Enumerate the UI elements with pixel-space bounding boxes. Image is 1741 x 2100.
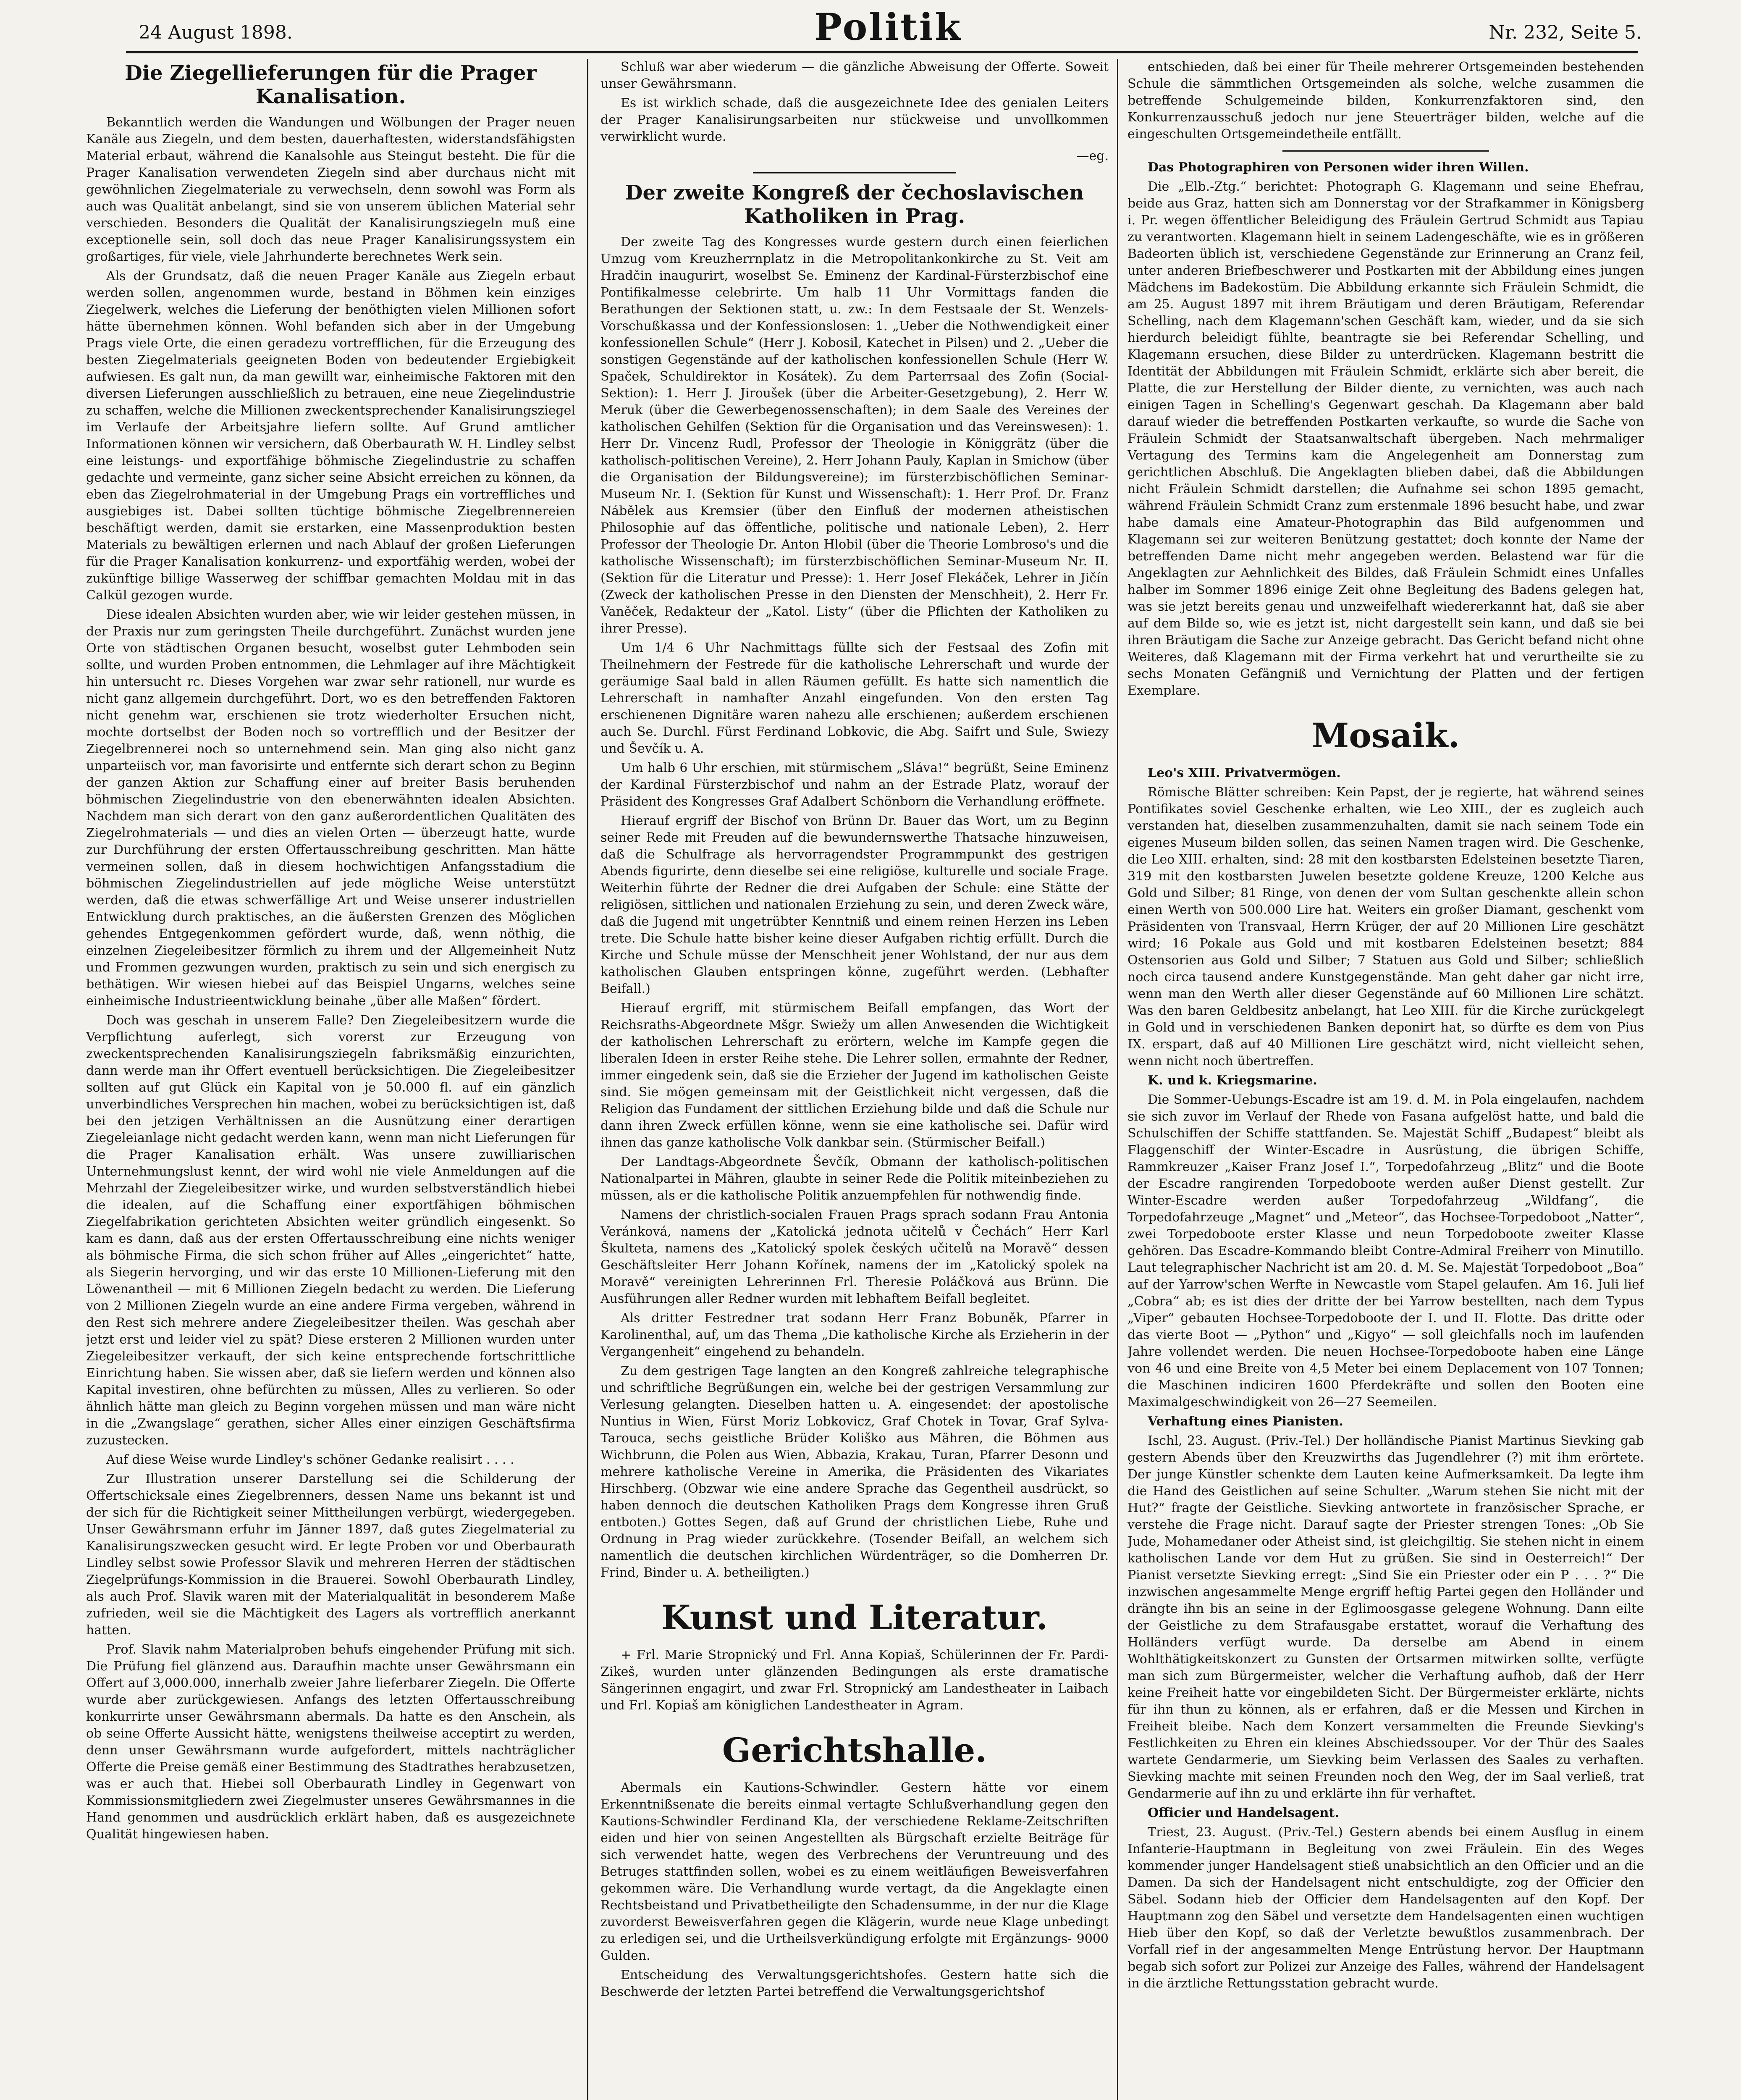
paragraph: Als dritter Festredner trat sodann Herr Franz Bobuněk, Pfarrer in Karolinenthal, auf, um das Thema „Die katholische Kirche als Erzieherin in der Vergangenheit“ eingehend zu behandeln. — [600, 1311, 1109, 1359]
paragraph: Römische Blätter schreiben: Kein Papst, der je regierte, hat während seines Pontifikates soviel Geschenke erhalten, wie Leo XIII., der es zugleich auch verstanden hat, dieselben zusammenzuhalten, damit sie nach seinem Tode ein eigenes Museum bilden sollen, das seinen Namen tragen wird. Die Geschenke, die Leo XIII. erhalten, sind: 28 mit den kostbarsten Edelsteinen besetzte Tiaren, 319 mit den kostbarsten Juwelen besetzte goldene Kreuze, 1200 Kelche aus Gold und Silber; 81 Ringe, von denen der vom Sultan geschenkte allein schon einen Werth von 500.000 Lire hat. Weiters ein großer Diamant, geschenkt vom Präsidenten von Transvaal, Herrn Krüger, der auf 20 Millionen Lire geschätzt wird; 16 Pokale aus Gold und mit kostbaren Edelsteinen besetzt; 884 Ostensorien aus Gold und Silber; 7 Statuen aus Gold und Silber; schließlich noch circa tausend andere Kunstgegenstände. Man geht daher gar nicht irre, wenn man den Werth aller dieser Gegenstände auf 60 Millionen Lire schätzt. Was den baren Geldbesitz anbelangt, hat Leo XIII. für die Kirche zurückgelegt in Gold und in verschiedenen Banken deponirt hat, so dürfte es dem von Pius IX. erspart, daß auf 40 Millionen Lire geschätzt wird, nicht vielleicht sehen, wenn nicht noch übertreffen. — [1127, 785, 1644, 1068]
paragraph: Bekanntlich werden die Wandungen und Wölbungen der Prager neuen Kanäle aus Ziegeln, und dem besten, dauerhaftesten, widerstandsfähigsten Material erbaut, während die Kanalsohle aus Steingut besteht. Die für die Prager Kanalisation verwendeten Ziegeln sind aber durchaus nicht mit gewöhnlichen Ziegelmateriale zu verwechseln, denn sowohl was Form als auch was Qualität anbelangt, sind sie von unserem üblichen Material sehr verschieden. Besonders die Qualität der Kanalisirungsziegeln muß eine exceptionelle sein, soll doch das neue Prager Kanalisirungssystem ein großartiges, für viele, viele Jahrhunderte berechnetes Werk sein. — [86, 115, 575, 264]
paragraph: Triest, 23. August. (Priv.-Tel.) Gestern abends bei einem Ausflug in einem Infanterie-Hauptmann in Begleitung von zwei Fräulein. Ein des Weges kommender junger Handelsagent stieß unabsichtlich an den Officier und an die Damen. Da sich der Handelsagent nicht entschuldigte, zog der Officier den Säbel. Sodann hieb der Officier dem Handelsagenten auf den Kopf. Der Hauptmann zog den Säbel und versetzte dem Handelsagenten einen wuchtigen Hieb über den Kopf, so daß der Verletzte bewußtlos zusammenbrach. Der Vorfall rief in der angesammelten Menge Entrüstung hervor. Der Hauptmann begab sich sofort zur Polizei zur Anzeige des Falles, während der Handelsagent in die ärztliche Rettungsstation gebracht wurde. — [1127, 1825, 1644, 1991]
paragraph-heading: K. und k. Kriegsmarine. — [1148, 1073, 1317, 1088]
paragraph: Prof. Slavik nahm Materialproben behufs eingehender Prüfung mit sich. Die Prüfung fiel glänzend aus. Daraufhin machte unser Gewährsmann ein Offert auf 3,000.000, innerhalb zweier Jahre lieferbarer Ziegeln. Die Offerte wurde aber zurückgewiesen. Anfangs des letzten Offertausschreibung konkurrirte unser Gewährsmann abermals. Da hatte es den Anschein, als ob seine Offerte Aussicht hätte, wenigstens theilweise acceptirt zu werden, denn unser Gewährsmann wurde aufgefordert, mittels nachträglicher Offerte die Preise gemäß einer Bestimmung des Stadtrathes herabzusetzen, was er auch that. Hiebei soll Oberbaurath Lindley in Gegenwart von Kommissionsmitgliedern zwei Ziegelmuster unseres Gewährsmannes in die Hand genommen und ausdrücklich erklärt haben, daß es ausgezeichnete Qualität hingewiesen haben. — [86, 1642, 575, 1842]
section-separator — [753, 172, 956, 173]
paragraph: Schluß war aber wiederum — die gänzliche Abweisung der Offerte. Soweit unser Gewährsmann. — [600, 60, 1109, 91]
section-separator — [1282, 150, 1489, 152]
paragraph: Auf diese Weise wurde Lindley's schöner Gedanke realisirt . . . . — [106, 1452, 514, 1467]
column-divider — [1117, 59, 1118, 2100]
paragraph-heading: Officier und Handelsagent. — [1148, 1806, 1339, 1820]
paragraph-heading: Leo's XIII. Privatvermögen. — [1148, 766, 1341, 780]
issue-number: Nr. 232, Seite 5. — [1489, 22, 1642, 43]
author-signature: —eg. — [1076, 149, 1109, 163]
paragraph-heading: Das Photographiren von Personen wider ihren Willen. — [1148, 160, 1529, 175]
paragraph: Namens der christlich-socialen Frauen Prags sprach sodann Frau Antonia Veránková, namens der „Katolická jednota učitelů v Čechách“ Herr Karl Škulteta, namens des „Katolický spolek českých učitelů na Moravě“ dessen Geschäftsleiter Herr Johann Kořínek, namens der im „Katolický spolek na Moravě“ vereinigten Lehrerinnen Frl. Theresie Poláčková aus Brünn. Die Ausführungen aller Redner wurden mit lebhaftem Beifall begleitet. — [600, 1208, 1109, 1306]
paragraph: Ischl, 23. August. (Priv.-Tel.) Der holländische Pianist Martinus Sievking gab gestern Abends über den Kreuzwirths das Jugendlehrer (?) mit ihm erörtete. Der junge Künstler schenkte dem Lauten keine Aufmerksamkeit. Da legte ihm die Hand des Geistlichen auf seine Schulter. „Warum stehen Sie nicht mit der Hut?“ fragte der Geistliche. Sievking antwortete in französischer Sprache, er verstehe die Frage nicht. Darauf sagte der Priester strengen Tones: „Ob Sie Jude, Mohamedaner oder Atheist sind, ist gleichgiltig. Sie stehen nicht in einem katholischen Lande vor dem Hut zu grüßen. Sie sind in Oesterreich!“ Der Pianist versetzte Sievking erregt: „Sind Sie ein Priester oder ein P . . . ?“ Die inzwischen angesammelte Menge ergriff heftig Partei gegen den Holländer und drängte ihn bis an seine in der Eglimoosgasse gelegene Wohnung. Dann eilte der Geistliche zu dem Strafausgabe erstattet, worauf die Verhaftung des Holländers verfügt wurde. Da derselbe am Abend in einem Wohlthätigkeitskonzert zu Gunsten der Ortsarmen mitwirken sollte, verfügte man sich zum Bürgermeister, welcher die Verhaftung aufhob, daß der Herr keine Freiheit hatte vor eingebildeten Sicht. Der Bürgermeister erklärte, nichts für ihn thun zu können, als er erfahren, daß er die Messen und Kirchen in Freiheit bleibe. Nach dem Konzert versammelten die Freunde Sievking's Festlichkeiten zu Ehren ein kleines Abschiedssouper. Vor der Thür des Saales wartete Gendarmerie, um Sievking beim Verlassen des Saales zu verhaften. Sievking machte mit seinen Freunden noch den Weg, der im Saal verließ, trat Gendarmerie auf ihn zu und erklärte ihn für verhaftet. — [1127, 1433, 1644, 1801]
paragraph: entschieden, daß bei einer für Theile mehrerer Ortsgemeinden bestehenden Schule die sämmtlichen Ortsgemeinden als solche, welche zusammen die betreffende Schulgemeinde bilden, Konkurrenzfaktoren sind, den Konkurrenzausschuß jedoch nur jene Steuerträger bilden, welche auf die eingeschulten Ortsgemeindetheile entfällt. — [1127, 60, 1644, 142]
column-divider — [587, 59, 588, 2100]
paragraph: Der zweite Tag des Kongresses wurde gestern durch einen feierlichen Umzug vom Kreuzherrnplatz in die Metropolitankonkirche zu St. Veit am Hradčin inaugurirt, woselbst Se. Eminenz der Kardinal-Fürsterzbischof eine Pontifikalmesse celebrirte. Um halb 11 Uhr Vormittags fanden die Berathungen der Sektionen statt, u. zw.: In dem Festsaale der St. Wenzels-Vorschußkassa und der Konfessionslosen: 1. „Ueber die Nothwendigkeit einer konfessionellen Schule“ (Herr J. Kobosil, Katechet in Pilsen) und 2. „Ueber die sonstigen Gegenstände auf der katholischen konfessionellen Schule (Herr W. Spaček, Schuldirektor in Kosátek). Zu dem Parterrsaal des Zofin (Social-Sektion): 1. Herr J. Jiroušek (über die Arbeiter-Gesetzgebung), 2. Herr W. Meruk (über die Gewerbegenossenschaften); in dem Saale des Vereines der katholischen Gehilfen (Sektion für die Organisation und das Vereinswesen): 1. Herr Dr. Vincenz Rudl, Professor der Theologie in Königgrätz (über die katholisch-politischen Vereine), 2. Herr Johann Pauly, Kaplan in Smichow (über die Organisation der Bildungsvereine); im fürsterzbischöflichen Seminar-Museum Nr. I. (Sektion für Kunst und Wissenschaft): 1. Herr Prof. Dr. Franz Nábělek aus Kremsier (über den Einfluß der modernen atheistischen Philosophie auf das öffentliche, politische und nationale Leben), 2. Herr Professor der Theologie Dr. Anton Hlobil (über die Theorie Lombroso's und die katholische Wissenschaft); im fürsterzbischöflichen Seminar-Museum Nr. II. (Sektion für die Literatur und Presse): 1. Herr Josef Flekáček, Lehrer in Jičín (Zweck der katholischen Presse in den Diensten der Menschheit), 2. Herr Fr. Vaněček, Redakteur der „Katol. Listy“ (über die Pflichten der Katholiken zu ihrer Presse). — [600, 235, 1109, 636]
section-title-mosaik: Mosaik. — [1311, 716, 1460, 755]
paragraph: Hierauf ergriff, mit stürmischem Beifall empfangen, das Wort der Reichsraths-Abgeordnete Mšgr. Swiežy um allen Anwesenden die Wichtigkeit der katholischen Lehrerschaft zu erörtern, welche im Kampfe gegen die liberalen Ideen in erster Reihe stehe. Die Lehrer sollen, ermahnte der Redner, immer eingedenk sein, daß sie die Erzieher der Jugend im katholischen Geiste sind. Sie mögen gemeinsam mit der Geistlichkeit nicht vergessen, daß die Religion das Fundament der sittlichen Erziehung bilde und daß die Schule nur dann ihren Zweck erfüllen könne, wenn sie eine katholische sei. Dafür wird ihnen das ganze katholische Volk dankbar sein. (Stürmischer Beifall.) — [600, 1001, 1109, 1150]
issue-date: 24 August 1898. — [139, 22, 293, 43]
section-title-gerichtshalle: Gerichtshalle. — [722, 1730, 987, 1770]
paragraph: Hierauf ergriff der Bischof von Brünn Dr. Bauer das Wort, um zu Beginn seiner Rede mit Freuden auf die bewundernswerthe Thatsache hinzuweisen, daß die Schulfrage als hervorragendster Programmpunkt des gestrigen Abends figurirte, denn dieselbe sei eine religiöse, kulturelle und sociale Frage. Weiterhin führte der Redner die drei Aufgaben der Schule: eine Stätte der religiösen, sittlichen und nationalen Erziehung zu sein, und deren Zweck wäre, daß die Jugend mit ungetrübter Kenntniß und einem reinen Herzen ins Leben trete. Die Schule hatte bisher keine dieser Aufgaben richtig erfüllt. Durch die Kirche und Schule müsse der Menschheit jener Wohlstand, der nur aus dem katholischen Glauben entspringen könne, zugeführt werden. (Lebhafter Beifall.) — [600, 814, 1109, 996]
column-2 — [600, 59, 1109, 2100]
paragraph: Die Sommer-Uebungs-Escadre ist am 19. d. M. in Pola eingelaufen, nachdem sie sich zuvor im Verlauf der Rhede von Fasana aufgelöst hatte, und bald die Schulschiffen der Schiffe stattfanden. Se. Majestät Schiff „Budapest“ bleibt als Flaggenschiff der Winter-Escadre in Ausrüstung, die übrigen Schiffe, Rammkreuzer „Kaiser Franz Josef I.“, Torpedofahrzeug „Blitz“ und die Boote der Escadre rangirenden Torpedoboote werden außer Dienst gestellt. Zur Winter-Escadre werden außer Torpedofahrzeug „Wildfang“, die Torpedofahrzeuge „Magnet“ und „Meteor“, das Hochsee-Torpedoboot „Natter“, zwei Torpedoboote erster Klasse und neun Torpedoboote zweiter Klasse gehören. Das Escadre-Kommando bleibt Contre-Admiral Freiherr von Minutillo. Laut telegraphischer Nachricht ist am 20. d. M. Se. Majestät Torpedoboot „Boa“ auf der Yarrow'schen Werfte in Newcastle vom Stapel gelaufen. Am 16. Juli lief „Cobra“ ab; es ist dies der dritte der bei Yarrow bestellten, nach dem Typus „Viper“ gebauten Hochsee-Torpedoboote der I. und II. Flotte. Das dritte oder das vierte Boot — „Python“ und „Kigyo“ — soll gleichfalls noch im laufenden Jahre vollendet werden. Die neuen Hochsee-Torpedoboote haben eine Länge von 46 und eine Breite von 4,5 Meter bei einem Deplacement von 107 Tonnen; die Maschinen indiciren 1600 Pferdekräfte und sollen den Booten eine Maximalgeschwindigkeit von 26—27 Seemeilen. — [1127, 1092, 1644, 1410]
paragraph: Die „Elb.-Ztg.“ berichtet: Photograph G. Klagemann und seine Ehefrau, beide aus Graz, hatten sich am Donnerstag vor der Strafkammer in Königsberg i. Pr. wegen öffentlicher Beleidigung des Fräulein Gertrud Schmidt aus Tapiau zu verantworten. Klagemann hielt in seinem Ladengeschäfte, wie es in größeren Badeorten üblich ist, verschiedene Gegenstände zur Erinnerung an Cranz feil, unter anderen Briefbeschwerer und Postkarten mit der Abbildung eines jungen Mädchens im Badekostüm. Die Abbildung erkannte sich Fräulein Schmidt, die am 25. August 1897 mit ihrem Bräutigam und deren Bräutigam, Referendar Schelling, nach dem Klagemann'schen Geschäft kam, wieder, und da sie sich hierdurch beleidigt fühlte, beantragte sie bei Referendar Schelling, und Klagemann ersuchen, diese Bilder zu unterdrücken. Klagemann bestritt die Identität der Abbildungen mit Fräulein Schmidt, erklärte sich aber bereit, die Platte, die zur Herstellung der Bilder diente, zu vernichten, was auch nach einigen Tagen in Schelling's Gegenwart geschah. Da Klagemann aber bald darauf wieder die betreffenden Postkarten verkaufte, so wurde die Sache von Fräulein Schmidt der Staatsanwaltschaft übergeben. Nach mehrmaliger Vertagung des Termins kam die Angelegenheit am Donnerstag zum gerichtlichen Abschluß. Die Angeklagten blieben dabei, daß die Abbildungen nicht Fräulein Schmidt darstellen; die Aufnahme sei schon 1895 gemacht, während Fräulein Schmidt Cranz zum erstenmale 1896 besucht habe, und zwar habe damals eine Amateur-Photographin das Bild aufgenommen und Klagemann sei zur weiteren Benützung gestattet; doch konnte der Name der betreffenden Dame nicht mehr angegeben werden. Belastend war für die Angeklagten zur Aehnlichkeit des Bildes, daß Fräulein Schmidt eines Unfalles halber im Sommer 1896 einige Zeit ohne Begleitung des Badens gelegen hat, was sie jetzt bereits genau und unzweifelhaft wiedererkannt hat, daß sie aber auf dem Bilde so, wie es jetzt ist, nicht dargestellt sein kann, und daß sie bei ihren Bräutigam die Sache zur Anzeige gebracht. Das Gericht befand nicht ohne Weiteres, daß Klagemann mit der Firma verkehrt hat und verurtheilte sie zu sechs Monaten Gefängniß und Vernichtung der Platten und der fertigen Exemplare. — [1127, 179, 1644, 698]
paragraph: + Frl. Marie Stropnický und Frl. Anna Kopiaš, Schülerinnen der Fr. Pardi-Zikeš, wurden unter glänzenden Bedingungen als erste dramatische Sängerinnen engagirt, und zwar Frl. Stropnický am Landestheater in Laibach und Frl. Kopiaš am königlichen Landestheater in Agram. — [600, 1648, 1109, 1713]
paragraph: Entscheidung des Verwaltungsgerichtshofes. Gestern hatte sich die Beschwerde der letzten Partei betreffend die Verwaltungsgerichtshof — [600, 1968, 1109, 1999]
paragraph: Zu dem gestrigen Tage langten an den Kongreß zahlreiche telegraphische und schriftliche Begrüßungen ein, welche bei der gestrigen Versammlung zur Verlesung gelangten. Dieselben hatten u. A. eingesendet: der apostolische Nuntius in Wien, Fürst Moriz Lobkovicz, Graf Chotek in Tovar, Graf Sylva-Tarouca, sechs geistliche Brüder Koliško aus Mähren, die Böhmen aus Wichbrunn, die Polen aus Wien, Abbazia, Krakau, Turan, Pfarrer Desonn und mehrere katholische Vereine in Amerika, die Präsidenten des Vikariates Hirschberg. (Obzwar wie eine andere Sprache das Gegentheil ausdrückt, so haben dennoch die deutschen Katholiken Prags dem Kongresse ihren Gruß entboten.) Gottes Segen, daß auf Grund der christlichen Liebe, Ruhe und Ordnung in Prag wieder zurückkehre. (Tosender Beifall, an welchem sich namentlich die deutschen kirchlichen Würdenträger, so die Domherren Dr. Frind, Binder u. A. betheiligten.) — [600, 1364, 1109, 1580]
masthead — [126, 5, 1650, 51]
section-title: Politik — [814, 5, 962, 49]
paragraph: Der Landtags-Abgeordnete Ševčík, Obmann der katholisch-politischen Nationalpartei in Mähren, glaubte in seiner Rede die Politik miteinbeziehen zu müssen, als er die katholische Politik anzuempfehlen für nothwendig finde. — [600, 1155, 1109, 1203]
paragraph: Abermals ein Kautions-Schwindler. Gestern hätte vor einem Erkenntnißsenate die bereits einmal vertagte Schlußverhandlung gegen den Kautions-Schwindler Ferdinand Kla, der verschiedene Reklame-Zeitschriften eiden und hier von seinen Angestellten als Bürgschaft erzielte Beiträge für sich verwendet hatte, wegen des Verbrechens der Veruntreuung und des Betruges stattfinden sollen, wobei es zu einem weitläufigen Beweisverfahren gekommen wäre. Die Verhandlung wurde vertagt, da die Angeklagte einen Rechtsbeistand und Privatbetheiligte den Schadensumme, in der nur die Klage zuvorderst Beweisverfahren gegen die Klägerin, wurde neue Klage unbedingt zu erledigen sei, und die Urtheilsverkündigung erfolgte mit Ergänzungs- 9000 Gulden. — [600, 1780, 1109, 1963]
article-title-kongress: Der zweite Kongreß der čechoslavischen Katholiken in Prag. — [625, 181, 1084, 228]
article-title-ziegellieferungen: Die Ziegellieferungen für die Prager Kanalisation. — [125, 61, 537, 108]
masthead-rule — [126, 51, 1638, 53]
paragraph: Es ist wirklich schade, daß die ausgezeichnete Idee des genialen Leiters der Prager Kanalisirungsarbeiten nur stückweise und unvollkommen verwirklicht wurde. — [600, 96, 1109, 144]
paragraph: Um 1/4 6 Uhr Nachmittags füllte sich der Festsaal des Zofin mit Theilnehmern der Festrede für die katholische Lehrerschaft und wurde der geräumige Saal bald in allen Räumen gefüllt. Es hatte sich namentlich die Lehrerschaft in namhafter Anzahl eingefunden. Von den ersten Tag erschienenen Dignitäre waren nahezu alle erschienen; außerdem erschienen auch Se. Durchl. Fürst Ferdinand Lobkovic, die Abg. Saifrt und Sule, Swiezy und Ševčík u. A. — [600, 640, 1109, 756]
paragraph: Um halb 6 Uhr erschien, mit stürmischem „Sláva!“ begrüßt, Seine Eminenz der Kardinal Fürsterzbischof und nahm an der Estrade Platz, worauf der Präsident des Kongresses Graf Adalbert Schönborn die Verhandlung eröffnete. — [600, 761, 1109, 809]
paragraph-heading: Verhaftung eines Pianisten. — [1148, 1414, 1343, 1429]
paragraph: Zur Illustration unserer Darstellung sei die Schilderung der Offertschicksale eines Ziegelbrenners, dessen Name uns bekannt ist und der sich für die Richtigkeit seiner Mittheilungen verbürgt, wiedergegeben. Unser Gewährsmann erfuhr im Jänner 1897, daß gutes Ziegelmaterial zu Kanalisirungszwecken gesucht wird. Er legte Proben vor und Oberbaurath Lindley selbst sowie Professor Slavik und mehreren Herren der städtischen Ziegelprüfungs-Kommission in die Brauerei. Sowohl Oberbaurath Lindley, als auch Prof. Slavik waren mit der Materialqualität in besonderem Maße zufrieden, weil sie die Mächtigkeit des Lagers als vortrefflich anerkannt hatten. — [86, 1472, 575, 1638]
paragraph: Diese idealen Absichten wurden aber, wie wir leider gestehen müssen, in der Praxis nur zum geringsten Theile durchgeführt. Zunächst wurden jene Orte von städtischen Organen besucht, woselbst guter Lehmboden sein sollte, und wurden Proben entnommen, die Lehmlager auf ihre Mächtigkeit hin untersucht rc. Dieses Vorgehen war zwar sehr rationell, nur wurde es nicht ganz allgemein durchgeführt. Dort, wo es den betreffenden Faktoren nicht genehm war, erschienen sie trotz wiederholter Ersuchen nicht, mochte dortselbst der Boden noch so vortrefflich und der Besitzer der Ziegelbrennerei noch so unternehmend sein. Man ging also nicht ganz unparteiisch vor, man favorisirte und entfernte sich derart schon zu Beginn der ganzen Aktion zur Schaffung einer auf breiter Basis beruhenden böhmischen Ziegelindustrie von den ebenerwähnten idealen Absichten. Nachdem man sich derart von den ganz außerordentlichen Qualitäten des Ziegelrohmaterials — und dies an vielen Orten — überzeugt hatte, wurde zur Durchführung der ersten Offertausschreibung geschritten. Man hätte vermeinen sollen, daß in diesem hochwichtigen Anfangsstadium die böhmischen Ziegelindustriellen auf jede mögliche Weise unterstützt werden, daß die etwas schwerfällige Art und Weise unserer industriellen Entwicklung durch praktisches, an die äußersten Grenzen des Möglichen gehendes Entgegenkommen gefördert wurde, daß, wenn nöthig, die einzelnen Ziegeleibesitzer förmlich zu ihrem und der Allgemeinheit Nutz und Frommen gezwungen wurden, praktisch zu sein und sich energisch zu bethätigen. Wir wiesen hiebei auf das Beispiel Ungarns, welches seine einheimische Industrieentwicklung beinahe „über alle Maßen“ fördert. — [86, 607, 575, 1008]
paragraph: Als der Grundsatz, daß die neuen Prager Kanäle aus Ziegeln erbaut werden sollen, angenommen wurde, bestand in Böhmen kein einziges Ziegelwerk, welches die Lieferung der benöthigten vielen Millionen sofort hätte übernehmen können. Wohl befanden sich aber in der Umgebung Prags viele Orte, die einen geradezu vortrefflichen, für die Erzeugung des besten Ziegelmaterials geeigneten Boden von bedeutender Ergiebigkeit aufwiesen. Es galt nun, da man gewillt war, einheimische Faktoren mit den diversen Lieferungen ausschließlich zu betrauen, eine neue Ziegelindustrie zu schaffen, welche die Millionen zweckentsprechender Kanalisirungsziegel im Verlaufe der Arbeitsjahre liefern sollte. Auf Grund amtlicher Informationen können wir versichern, daß Oberbaurath W. H. Lindley selbst eine leistungs- und exportfähige böhmische Ziegelindustrie zu schaffen gedachte und vermeinte, ganz sicher seine Absicht erreichen zu können, da eben das Ziegelrohmaterial in der Umgebung Prags ein vortreffliches und ausgiebiges ist. Dabei sollten tüchtige böhmische Ziegelbrennereien beschäftigt werden, damit sie erstarken, eine Massenproduktion besten Materials zu bewältigen erlernen und nach Ablauf der großen Lieferungen für die Prager Kanalisation konkurrenz- und exportfähig werden, wobei der zukünftige billige Wasserweg der schiffbar gemachten Moldau mit in das Calkül gezogen wurde. — [86, 269, 575, 603]
column-1 — [86, 59, 575, 2100]
column-3 — [1127, 59, 1644, 2100]
section-title-kunst: Kunst und Literatur. — [661, 1598, 1048, 1637]
paragraph: Doch was geschah in unserem Falle? Den Ziegeleibesitzern wurde die Verpflichtung auferlegt, sich vorerst zur Erzeugung von zweckentsprechenden Kanalisirungsziegeln fabriksmäßig einzurichten, dann werde man ihr Offert eventuell berücksichtigen. Die Ziegeleibesitzer sollten auf gut Glück ein Kapital von je 50.000 fl. auf ein gänzlich unverbindliches Versprechen hin machen, wobei zu berücksichtigen ist, daß bei den jetzigen Verhältnissen an die Ausnützung einer derartigen Ziegeleianlage nicht gedacht werden kann, wenn man nicht Lieferungen für die Prager Kanalisation erhält. Was unsere zuwilliarischen Unternehmungslust kennt, der wird wohl nie viele Anmeldungen auf die Mehrzahl der Ziegeleibesitzer wirke, und wurden selbstverständlich hiebei die idealen, auf die Schaffung einer exportfähigen böhmischen Ziegelfabrikation gerichteten Absichten weiter gründlich eingesenkt. So kam es dann, daß aus der ersten Offertausschreibung eine nichts weniger als böhmische Firma, die sich schon früher auf Alles „eingerichtet“ hatte, als Siegerin hervorging, und wir das erste 10 Millionen-Lieferung mit den Löwenantheil — mit 6 Millionen Ziegeln bedacht zu werden. Die Lieferung von 2 Millionen Ziegeln wurde an eine andere Firma vergeben, während in den Rest sich mehrere andere Ziegeleibesitzer theilen. Was geschah aber jetzt erst und leider viel zu spät? Diese ersteren 2 Millionen wurden unter Ziegeleibesitzer verkauft, der sich keine entsprechende fortschrittliche Einrichtung haben. Sie wissen aber, daß sie liefern werden und können also Kapital investiren, ohne befürchten zu müssen, Alles zu verlieren. So oder ähnlich hätte man gleich zu Beginn vorgehen müssen und man wäre nicht in die „Zwangslage“ gerathen, sicher Alles einer einzigen Geschäftsfirma zuzustecken. — [86, 1013, 575, 1448]
